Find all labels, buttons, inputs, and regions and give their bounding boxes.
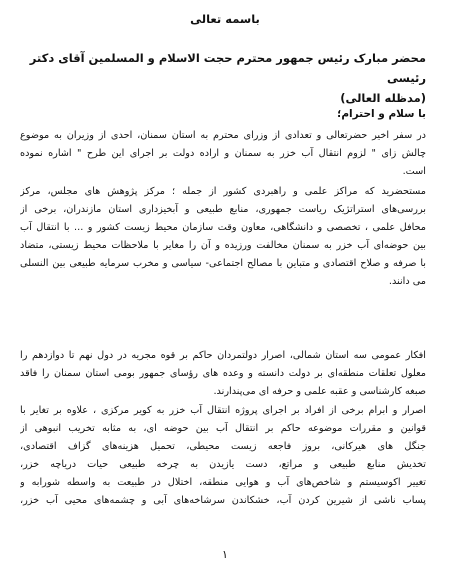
paragraph-line: تغییر اکوسیستم و شاخص‌های آب و هوایی منطقه، اختلال در طبیعت به واسطه شورابه و bbox=[20, 477, 426, 488]
paragraph-line: اصرار و ابرام برخی از افراد بر اجرای پروژه انتقال آب خزر به کویر مرکزی ، علاوه بر تغایر با bbox=[20, 405, 426, 416]
paragraph-line: معلول تعلقات منطقه‌ای بر دولت دانسته و وعده های رؤسای جمهور بومی استان سمنان را فاقد bbox=[20, 368, 426, 379]
paragraph-line: در سفر اخیر حضرتعالی و تعدادی از وزرای محترم به استان سمنان، احدی از وزیران به موضوع bbox=[20, 130, 426, 141]
salutation: با سلام و احترام؛ bbox=[337, 108, 426, 120]
paragraph-3 bbox=[20, 347, 426, 401]
paragraph-line: مستحضرید که مراکز علمی و راهبردی کشور از جمله ؛ مرکز پژوهش های مجلس، مرکز bbox=[20, 186, 426, 197]
paragraph-line: پساب ناشی از شیرین کردن آب، خشکاندن سرشاخه‌های آبی و چشمه‌های محیی آب خزر، bbox=[20, 495, 426, 506]
paragraph-line: محافل علمی ، تخصصی و دانشگاهی، معاون وقت سازمان محیط زیست کشور و ... با انتقال آب bbox=[20, 222, 426, 233]
paragraph-2 bbox=[20, 183, 426, 291]
paragraph-line: با صرفه و صلاح اقتصادی و متباین با مصالح اجتماعی- سیاسی و مخرب سرمایه طبیعی بین النسلی bbox=[20, 258, 426, 269]
page-number: ۱ bbox=[222, 548, 228, 561]
paragraph-4 bbox=[20, 402, 426, 510]
paragraph-1 bbox=[20, 127, 426, 181]
paragraph-line: تخدیش منابع طبیعی و مراتع، دست یازیدن به چرخه طبیعی حیات دریاچه خزر، bbox=[20, 459, 426, 470]
addressee-block bbox=[20, 48, 426, 108]
paragraph-line: بررسی‌های استراتژیک ریاست جمهوری، منابع طبیعی و آبخیزداری استان مازندران، برخی از bbox=[20, 204, 426, 215]
paragraph-line: بین حوضه‌ای آب خزر به سمنان مخالفت ورزیده و آن را مغایر با ملاحظات محیط زیستی، متضاد bbox=[20, 240, 426, 251]
paragraph-line: جنگل های هیرکانی، بروز فاجعه زیست محیطی، تحمیل هزینه‌های گزاف اقتصادی، bbox=[20, 441, 426, 452]
letter-heading: باسمه تعالی bbox=[190, 12, 260, 26]
paragraph-line: چالش زای " لزوم انتقال آب خزر به سمنان و اراده دولت بر اجرای این طرح " اشاره نموده bbox=[20, 148, 426, 159]
paragraph-line: قوانین و مقررات موضوعه حاکم بر انتقال آب بین حوضه ای، به مثابه تخریب انبوهی از bbox=[20, 423, 426, 434]
addressee-line: محضر مبارک رئیس جمهور محترم حجت الاسلام و المسلمین آقای دکتر رئیسی bbox=[29, 51, 426, 85]
addressee-honorific: (مدظله العالی) bbox=[340, 91, 426, 105]
paragraph-line: افکار عمومی سه استان شمالی، اصرار دولتمردان حاکم بر قوه مجریه در دول نهم تا دوازدهم را bbox=[20, 350, 426, 361]
paragraph-line: صبغه کارشناسی و عقبه علمی و حرفه ای می‌پندارند. bbox=[213, 386, 426, 397]
paragraph-line: می دانند. bbox=[388, 276, 426, 287]
paragraph-line: است. bbox=[402, 166, 426, 177]
